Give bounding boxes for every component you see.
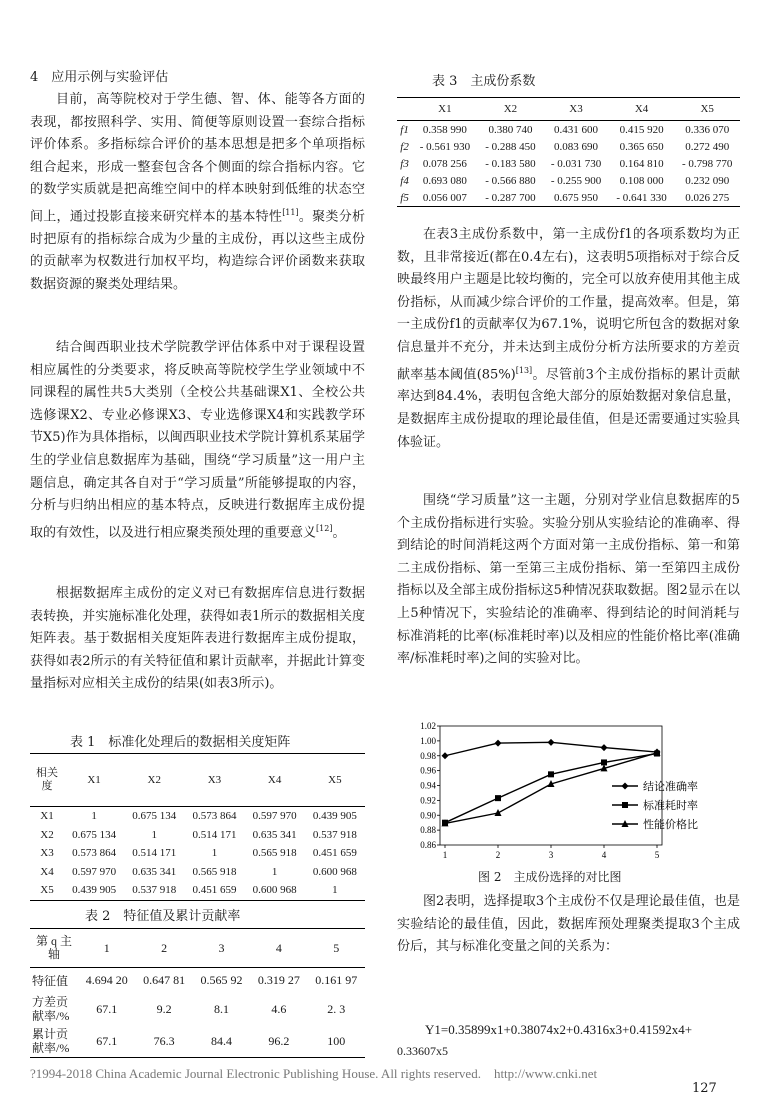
data-point-square: [548, 771, 554, 777]
legend-marker-square: [622, 802, 628, 808]
table3-row-header: f3: [400, 157, 409, 170]
table3-cell: 0.431 600: [554, 123, 599, 136]
legend-label: 性能价格比: [643, 818, 698, 831]
table1-cell: 0.514 171: [192, 828, 237, 841]
table1-row: [30, 844, 365, 863]
table2-row-header: 特征值: [32, 973, 69, 988]
table3-cell: 0.083 690: [554, 140, 599, 153]
table3-corner-header: [397, 98, 412, 121]
x-tick-label: 3: [548, 850, 554, 860]
legend-marker-diamond: [622, 783, 629, 790]
table3-cell: - 0.031 730: [550, 157, 602, 170]
figure2-caption: 图 2 主成份选择的对比图: [478, 870, 622, 884]
table2-eigenvalues: [30, 928, 365, 1058]
y-tick-label: 0.94: [420, 780, 436, 791]
table2-row: [30, 968, 365, 994]
table1-row-header: X4: [40, 865, 54, 878]
table3-cell: - 0.641 330: [616, 191, 667, 204]
table1-col-header: X5: [305, 754, 365, 807]
data-point-diamond: [442, 752, 449, 759]
y-tick-label: 1.00: [420, 735, 436, 746]
table3-col-header: X4: [609, 98, 675, 121]
table2-cell: 4.6: [271, 1001, 287, 1016]
table2-cell: 67.1: [96, 1001, 118, 1016]
table3-row-header: f2: [400, 140, 409, 153]
table1-caption: 表 1 标准化处理后的数据相关度矩阵: [70, 735, 291, 750]
table2-cell: 0.319 27: [257, 973, 300, 987]
table1-cell: 0.439 905: [312, 810, 357, 823]
table3-cell: - 0.561 930: [419, 140, 471, 153]
table1-row: [30, 807, 365, 826]
table1-cell: 0.565 918: [252, 847, 297, 860]
data-point-square: [495, 795, 501, 801]
table2-cell: 76.3: [153, 1033, 175, 1048]
right-paragraph-2: 围绕“学习质量”这一主题，分别对学业信息数据库的5个主成份指标进行实验。实验分别从实验结论的准确率、得到结论的时间消耗这两个方面对第一主成份指标、第一和第二主成份指标、第一至第三主成份指标、第一至第四主成份指标以及全部主成份指标这5种情况获取数据。图2显示在以上5种情况下，实验结论的准确率、得到结论的时间消耗与标准消耗的比率(标准耗时率)以及相应的性能价格比率(准确率/标准耗时率)之间的实验对比。: [397, 493, 740, 667]
table2-col-header: 5: [308, 929, 365, 968]
table1-col-header: X1: [64, 754, 124, 807]
table1-row: [30, 881, 365, 900]
table2-caption: 表 2 特征值及累计贡献率: [85, 909, 241, 924]
table1-cell: 1: [211, 847, 218, 860]
table3-caption: 表 3 主成份系数: [432, 74, 536, 89]
table2-cell: 0.647 81: [143, 973, 186, 987]
table1-cell: 1: [91, 810, 97, 823]
table3-cell: 0.026 275: [685, 191, 730, 204]
data-point-diamond: [495, 740, 502, 747]
table3-cell: 0.078 256: [422, 157, 467, 170]
table2-row-header: 累计贡献率/%: [32, 1027, 70, 1055]
y-tick-label: 0.86: [420, 840, 436, 850]
table3-cell: 0.056 007: [422, 191, 467, 204]
table1-row: [30, 826, 365, 845]
y-tick-label: 0.90: [420, 810, 436, 821]
y-tick-label: 0.98: [420, 750, 436, 761]
table1-row-header: X2: [40, 828, 54, 841]
table3-cell: 0.336 070: [685, 123, 730, 136]
section-title: 4 应用示例与实验评估: [30, 70, 169, 85]
table3-col-header: X3: [543, 98, 609, 121]
table1-col-header: X4: [245, 754, 305, 807]
table1-cell: 0.573 864: [72, 847, 117, 860]
table2-cell: 0.565 92: [200, 973, 243, 987]
x-tick-label: 5: [654, 850, 660, 860]
table2-cell: 2. 3: [327, 1001, 346, 1016]
table3-row: [397, 121, 740, 139]
table3-row: [397, 155, 740, 172]
table1-cell: 0.451 659: [312, 847, 357, 860]
left-paragraph-2: 结合闽西职业技术学院教学评估体系中对于课程设置相应属性的分类要求，将反映高等院校学生学业领域中不同课程的属性共5大类别（全校公共基础课X1、全校公共选修课X2、专业必修课X3、专业选修课X4和实践教学环节X5)作为具体指标，以闽西职业技术学院计算机系某届学生的学业信息数据库为基础，围绕“学习质量”这一用户主题信息，确定其各自对于“学习质量”所能够提取的内容，分析与归纳出相应的基本特点，反映进行数据库主成份提取的有效性，以及进行相应聚类预处理的重要意义[12]。: [30, 340, 365, 541]
table3-row-header: f5: [400, 191, 409, 204]
table1-cell: 0.675 134: [72, 828, 117, 841]
table3-cell: 0.358 990: [422, 123, 467, 136]
table2-cell: 4.694 20: [85, 973, 128, 987]
table3-cell: - 0.255 900: [550, 174, 602, 187]
table3-cell: 0.164 810: [619, 157, 664, 170]
table2-cell: 9.2: [156, 1001, 172, 1016]
left-paragraph-3: 根据数据库主成份的定义对已有数据库信息进行数据表转换，并实施标准化处理，获得如表1所示的数据相关度矩阵表。基于数据相关度矩阵表进行数据库主成份提取，获得如表2所示的有关特征值和累计贡献率，并据此计算变量指标对应相关主成份的结果(如表3所示)。: [30, 586, 365, 692]
table1-corner-header: 相关度: [30, 754, 64, 807]
table1-cell: 0.537 918: [132, 884, 177, 897]
table1-cell: 1: [151, 828, 158, 841]
x-tick-label: 4: [601, 850, 607, 860]
left-paragraph-1: 目前，高等院校对于学生德、智、体、能等各方面的表现，都按照科学、实用、简便等原则设置一套综合指标评价体系。多指标综合评价的基本思想是把多个单项指标组合起来，形成一整套包含各个侧面的综合指标内容。它的数学实质就是把高维空间中的样本映射到低维的状态空间上，通过投影直接来研究样本的基本特性[11]。聚类分析时把原有的指标综合成为少量的主成份，再以这些主成份的贡献率为权数进行加权平均，构造综合评价函数来获取数据资源的聚类处理结果。: [30, 92, 365, 293]
equation-y1-continuation: 0.33607x5: [397, 1044, 448, 1058]
table2-cell: 100: [327, 1033, 346, 1048]
table1-cell: 0.565 918: [192, 865, 237, 878]
data-point-diamond: [601, 744, 608, 751]
table3-row: [397, 172, 740, 189]
table3-col-header: X2: [478, 98, 544, 121]
table1-cell: 0.514 171: [132, 847, 177, 860]
table1-cell: 0.635 341: [252, 828, 297, 841]
right-paragraph-1: 在表3主成份系数中，第一主成份f1的各项系数均为正数，且非常接近(都在0.4左右)，这表明5项指标对于综合反映最终用户主题是比较均衡的，完全可以放弃使用其他主成份指标，从而减少综合评价的工作量，提高效率。但是，第一主成份f1的贡献率仅为67.1%，说明它所包含的数据对象信息量并不充分，并未达到主成份分析方法所要求的方差贡献率基本阈值(85%)[13]。尽管前3个主成份指标的累计贡献率达到84.4%，表明包含绝大部分的原始数据对象信息量，是数据库主成份提取的理论最佳值，但是还需要通过实验具体验证。: [397, 227, 740, 450]
table3-cell: - 0.183 580: [485, 157, 536, 170]
x-tick-label: 2: [495, 850, 501, 860]
table1-col-header: X2: [124, 754, 184, 807]
data-point-diamond: [548, 739, 555, 746]
table3-component-coefficients: [397, 97, 740, 207]
equation-y1: Y1=0.35899x1+0.38074x2+0.4316x3+0.41592x4+: [425, 1022, 693, 1037]
x-tick-label: 1: [442, 850, 448, 860]
table1-row: [30, 863, 365, 882]
table2-row: [30, 1025, 365, 1058]
table3-cell: - 0.798 770: [681, 157, 733, 170]
table2-cell: 96.2: [268, 1033, 290, 1048]
table2-cell: 84.4: [210, 1033, 232, 1048]
table3-cell: - 0.288 450: [485, 140, 536, 153]
table2-corner-header: 第 q 主轴: [30, 929, 78, 968]
table1-cell: 1: [271, 865, 278, 878]
table1-cell: 0.600 968: [252, 884, 297, 897]
table3-cell: 0.108 000: [619, 174, 664, 187]
table3-cell: 0.232 090: [685, 174, 730, 187]
y-tick-label: 1.02: [420, 721, 436, 731]
table1-cell: 0.600 968: [312, 865, 357, 878]
table1-col-header: X3: [184, 754, 244, 807]
table1-row-header: X5: [40, 884, 54, 897]
legend-label: 标准耗时率: [643, 799, 698, 812]
table3-col-header: X5: [674, 98, 740, 121]
y-tick-label: 0.92: [420, 795, 436, 806]
table1-cell: 0.675 134: [132, 810, 177, 823]
table3-row: [397, 189, 740, 207]
table1-cell: 0.537 918: [312, 828, 357, 841]
y-tick-label: 0.88: [420, 825, 436, 836]
table2-cell: 67.1: [96, 1033, 118, 1048]
table3-cell: 0.365 650: [619, 140, 664, 153]
legend-label: 结论准确率: [643, 780, 698, 793]
table2-col-header: 2: [135, 929, 192, 968]
table1-cell: 0.597 970: [72, 865, 117, 878]
table2-col-header: 1: [78, 929, 135, 968]
data-point-triangle: [495, 809, 502, 816]
table2-col-header: 4: [250, 929, 307, 968]
table1-cell: 1: [332, 884, 338, 897]
table3-cell: 0.693 080: [422, 174, 467, 187]
table3-cell: - 0.287 700: [485, 191, 536, 204]
table1-cell: 0.635 341: [132, 865, 177, 878]
table3-cell: 0.380 740: [488, 123, 533, 136]
table1-correlation-matrix: [30, 753, 365, 901]
table2-cell: 8.1: [213, 1001, 229, 1016]
figure2-line-chart: [400, 720, 740, 870]
table3-row: [397, 138, 740, 155]
table2-cell: 0.161 97: [315, 973, 358, 987]
table1-row-header: X3: [40, 847, 54, 860]
page-number: 127: [692, 1081, 717, 1096]
table2-row-header: 方差贡献率/%: [32, 995, 70, 1023]
table3-row-header: f4: [400, 174, 409, 187]
copyright-footer: ?1994-2018 China Academic Journal Electronic Publishing House. All rights reserved. http://www.cnki.net: [30, 1066, 598, 1081]
table2-col-header: 3: [193, 929, 250, 968]
table1-cell: 0.439 905: [72, 884, 117, 897]
table1-row-header: X1: [40, 810, 54, 823]
table1-cell: 0.573 864: [192, 810, 237, 823]
table3-row-header: f1: [400, 123, 409, 136]
table3-cell: 0.675 950: [554, 191, 599, 204]
right-paragraph-3: 图2表明，选择提取3个主成份不仅是理论最佳值，也是实验结论的最佳值，因此，数据库预处理聚类提取3个主成份后，其与标准化变量之间的关系为：: [397, 894, 740, 955]
table1-cell: 0.597 970: [252, 810, 297, 823]
table3-cell: 0.415 920: [619, 123, 664, 136]
table3-cell: 0.272 490: [685, 140, 730, 153]
y-tick-label: 0.96: [420, 765, 436, 776]
table2-row: [30, 993, 365, 1025]
table3-cell: - 0.566 880: [485, 174, 536, 187]
table3-col-header: X1: [412, 98, 478, 121]
table1-cell: 0.451 659: [192, 884, 237, 897]
